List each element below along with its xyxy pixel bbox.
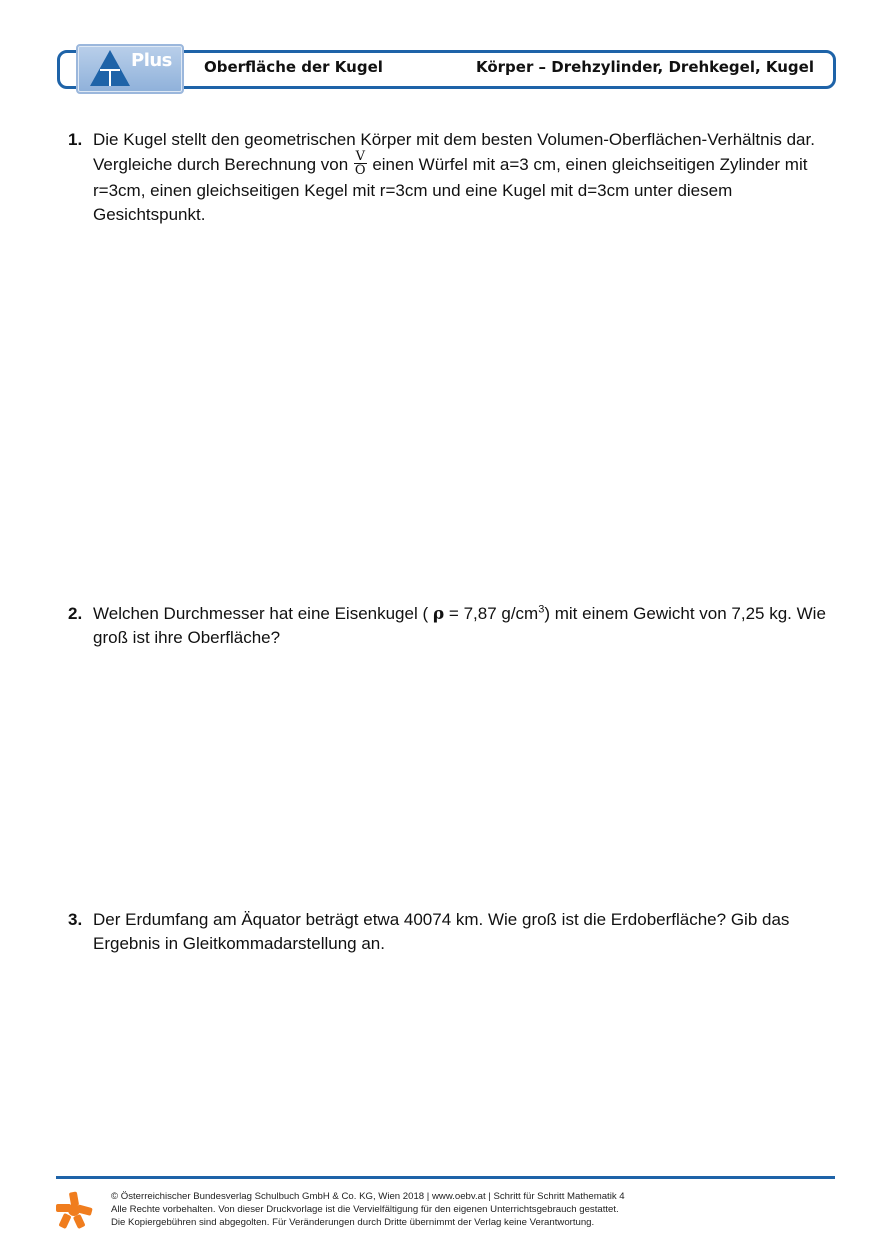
fraction-numerator: V [355,149,365,164]
chapter-title: Körper – Drehzylinder, Drehkegel, Kugel [475,58,814,76]
task-number: 3. [68,910,83,929]
task-text-part: Die Kugel stellt den geometrischen Körper mit dem besten Volumen-Oberflächen-Verhältnis dar. Vergleiche durch Berechnung von [93,130,815,174]
task-3 [68,908,828,956]
footer-rule [56,1176,835,1179]
footer-line: © Österreichischer Bundesverlag Schulbuch GmbH & Co. KG, Wien 2018 | www.oebv.at | Schritt für Schritt Mathematik 4 [111,1191,625,1202]
task-2 [68,602,828,650]
footer-copyright [111,1190,625,1229]
task-text [93,128,828,227]
fraction-denominator: O [354,163,366,178]
footer-line: Die Kopiergebühren sind abgegolten. Für Veränderungen durch Dritte übernimmt der Verlag keine Verantwortung. [111,1217,595,1228]
publisher-logo-icon [54,1190,94,1230]
task-text: Der Erdumfang am Äquator beträgt etwa 40074 km. Wie groß ist die Erdoberfläche? Gib das Ergebnis in Gleitkommadarstellung an. [93,910,790,953]
plus-logo [76,44,184,94]
task-text-part: ) mit einem Gewicht von 7,25 kg. Wie groß ist ihre Oberfläche? [93,604,826,647]
logo-text: Plus [131,50,172,71]
task-text [93,602,828,650]
rho-symbol: ρ [432,604,445,624]
exponent: 3 [538,603,545,616]
topic-title: Oberfläche der Kugel [204,58,383,76]
task-text-part: = 7,87 g/cm [448,604,539,623]
task-1 [68,128,828,227]
task-text-part: Welchen Durchmesser hat eine Eisenkugel ( [93,604,429,623]
footer-line: Alle Rechte vorbehalten. Von dieser Druckvorlage ist die Vervielfältigung für den eigenen Unterrichtsgebrauch gestattet. [111,1204,619,1215]
task-text-part: einen Würfel mit a=3 cm, einen gleichseitigen Zylinder mit r=3cm, einen gleichseitigen Kegel mit r=3cm und eine Kugel mit d=3cm unter diesem Gesichtspunkt. [93,154,808,224]
task-number: 2. [68,604,83,623]
task-number: 1. [68,130,83,149]
volume-surface-fraction [354,150,367,177]
